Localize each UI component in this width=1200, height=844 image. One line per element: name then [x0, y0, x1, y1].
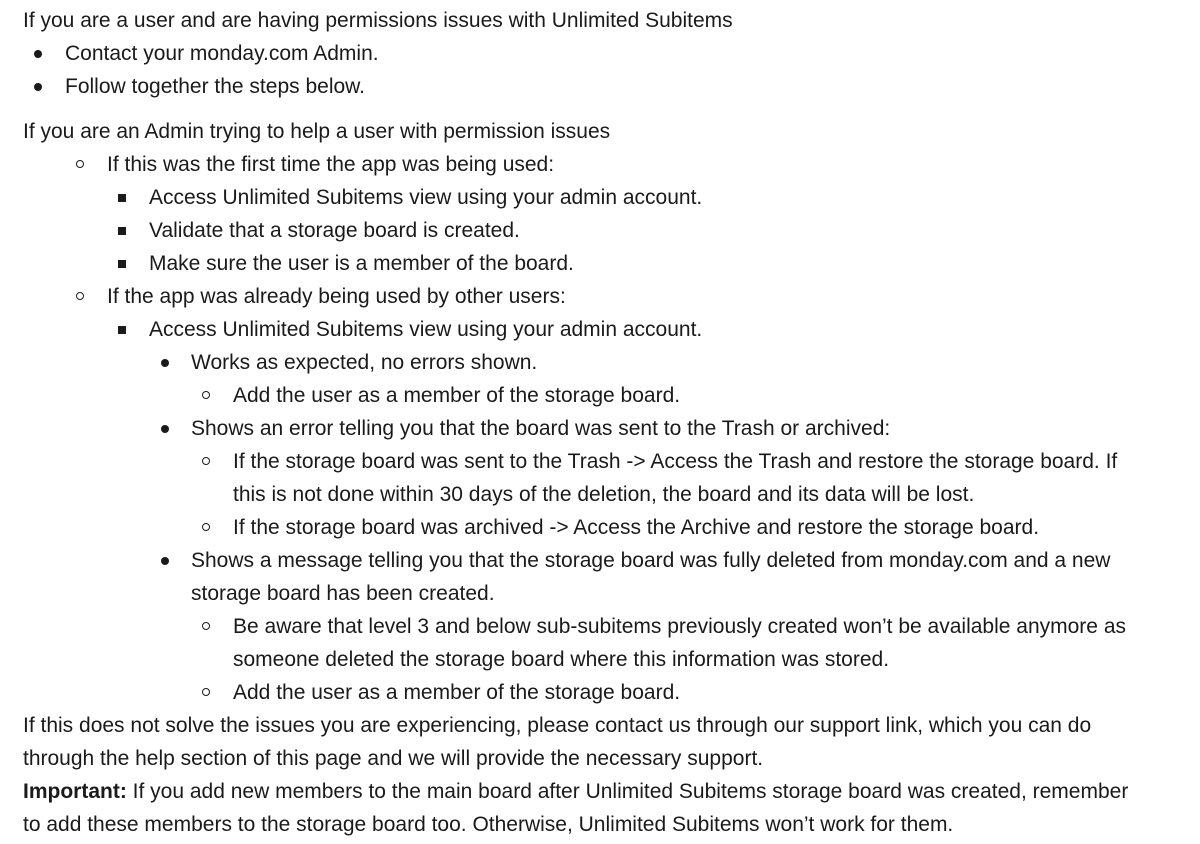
bullet-circle-icon [202, 523, 210, 531]
list-item-text: Validate that a storage board is created. [149, 219, 520, 242]
list-item-text: Access Unlimited Subitems view using your admin account. [149, 186, 703, 209]
bullet-disc-icon [34, 83, 42, 91]
important-note-text [23, 775, 1128, 808]
list-item-text: If the storage board was archived -> Access the Archive and restore the storage board. [233, 516, 1040, 539]
list-item-text: Add the user as a member of the storage board. [233, 681, 681, 704]
important-text: to add these members to the storage board too. Otherwise, Unlimited Subitems won’t work for them. [23, 813, 954, 836]
list-item-text: this is not done within 30 days of the deletion, the board and its data will be lost. [233, 483, 975, 506]
support-text: through the help section of this page and we will provide the necessary support. [23, 747, 764, 770]
admin-intro-text: If you are an Admin trying to help a user with permission issues [23, 120, 611, 143]
list-item-text: Make sure the user is a member of the board. [149, 252, 574, 275]
bullet-disc-icon [161, 359, 169, 367]
bullet-circle-icon [202, 688, 210, 696]
bullet-circle-icon [202, 391, 210, 399]
bullet-circle-icon [202, 622, 210, 630]
list-item-text: If this was the first time the app was being used: [107, 153, 555, 176]
bullet-square-icon [118, 326, 126, 334]
list-item-text: Contact your monday.com Admin. [65, 42, 379, 65]
list-item-text: Shows an error telling you that the board was sent to the Trash or archived: [191, 417, 891, 440]
bullet-square-icon [118, 227, 126, 235]
bullet-disc-icon [161, 557, 169, 565]
bullet-disc-icon [34, 50, 42, 58]
bullet-square-icon [118, 194, 126, 202]
important-text: If you add new members to the main board after Unlimited Subitems storage board was created, remember [126, 780, 1129, 803]
list-item-text: someone deleted the storage board where this information was stored. [233, 648, 890, 671]
list-item-text: If the storage board was sent to the Trash -> Access the Trash and restore the storage board. If [233, 450, 1118, 473]
user-intro-text: If you are a user and are having permissions issues with Unlimited Subitems [23, 9, 733, 32]
list-item-text: Be aware that level 3 and below sub-subitems previously created won’t be available anymore as [233, 615, 1126, 638]
bullet-disc-icon [161, 425, 169, 433]
bullet-circle-icon [202, 457, 210, 465]
list-item-text: Works as expected, no errors shown. [191, 351, 538, 374]
bullet-circle-icon [76, 292, 84, 300]
important-label: Important: [23, 780, 127, 803]
list-item-text: Access Unlimited Subitems view using your admin account. [149, 318, 703, 341]
list-item-text: Follow together the steps below. [65, 75, 366, 98]
bullet-circle-icon [76, 160, 84, 168]
list-item-text: Add the user as a member of the storage board. [233, 384, 681, 407]
bullet-square-icon [118, 260, 126, 268]
list-item-text: Shows a message telling you that the storage board was fully deleted from monday.com and a new [191, 549, 1111, 572]
support-text: If this does not solve the issues you are experiencing, please contact us through our support link, which you can do [23, 714, 1092, 737]
list-item-text: storage board has been created. [191, 582, 495, 605]
list-item-text: If the app was already being used by other users: [107, 285, 566, 308]
